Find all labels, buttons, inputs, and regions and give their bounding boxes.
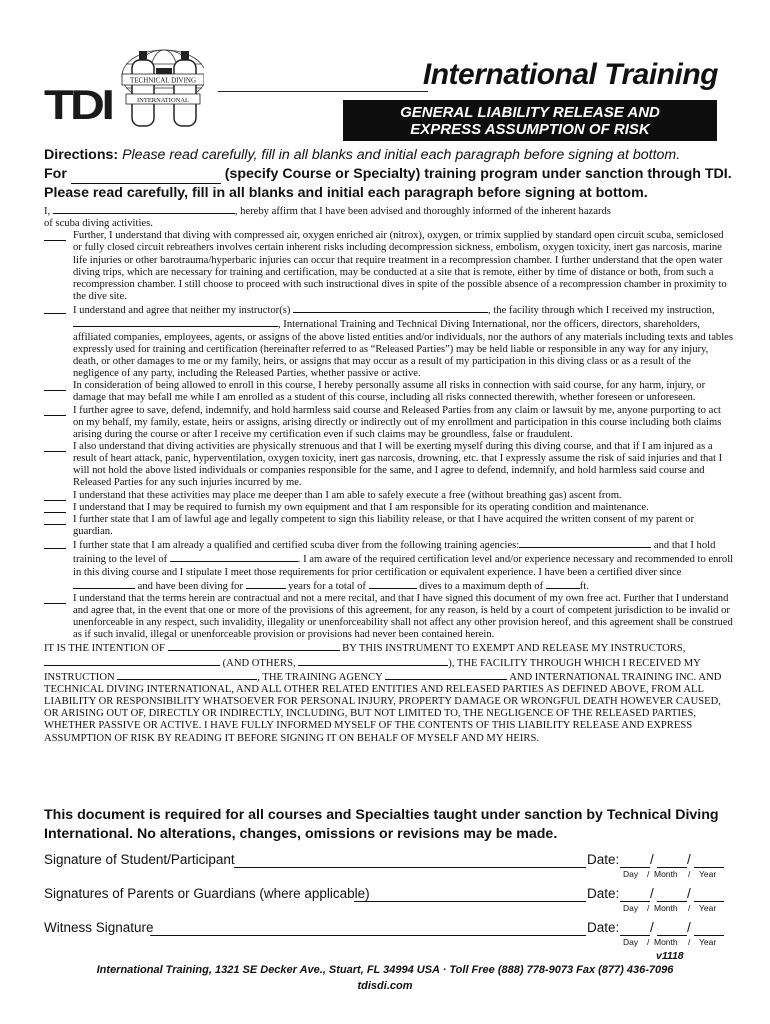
course-text: (specify Course or Specialty) training program under sanction through TDI.: [224, 166, 732, 182]
day-caption: Day: [623, 903, 639, 913]
paragraph-3: [44, 380, 734, 404]
initial-field-8[interactable]: [44, 514, 66, 525]
release-clause: [44, 641, 734, 744]
paragraph-2: [44, 303, 734, 380]
witness-signature-label: Witness Signature: [44, 920, 154, 935]
student-date-day-field[interactable]: [620, 867, 650, 868]
paragraph-9-text-a: I further state that I am already a qualified and certified scuba diver from the following training agencies:: [73, 540, 520, 552]
paragraph-9-text-f: years for a total of: [288, 580, 366, 592]
banner-line-1: GENERAL LIABILITY RELEASE AND: [400, 104, 660, 121]
banner-line-2: EXPRESS ASSUMPTION OF RISK: [410, 121, 650, 138]
paragraph-10-text: I understand that the terms herein are contractual and not a mere recital, and that I have signed this document of my own free act. Further that I understand and agree that, in the event that one or more of the provisions of this agreement, for any reason, is held by a court of competent jurisdiction to be invalid or unenforceable in any respect, such invalidity, illegality or unenforceability shall not affect any other provision hereof, and this agreement shall be construed as if such invalid, illegal or unenforceable provision or provisions had never been contained herein.: [73, 592, 733, 641]
release-body: [44, 204, 734, 745]
intro-i: I,: [44, 206, 51, 217]
initial-field-4[interactable]: [44, 405, 66, 416]
paragraph-10: [44, 593, 734, 642]
intention-name-field[interactable]: [168, 641, 340, 651]
initial-field-6[interactable]: [44, 490, 66, 501]
month-caption: Month: [654, 903, 678, 913]
student-signature-row: Signature of Student/Participant Date: / / Day / Month / Year: [44, 852, 734, 886]
release-clause-3: (AND OTHERS,: [222, 657, 296, 669]
student-signature-label: Signature of Student/Participant: [44, 852, 235, 867]
instruction-facility-field[interactable]: [117, 670, 257, 680]
paragraph-2-text-a: I understand and agree that neither my instructor(s): [73, 305, 291, 317]
month-caption: Month: [654, 937, 678, 947]
paragraph-8: [44, 514, 734, 538]
release-clause-1: IT IS THE INTENTION OF: [44, 643, 165, 655]
training-level-field[interactable]: [170, 552, 298, 562]
footer-address: International Training, 1321 SE Decker Ave., Stuart, FL 34994 USA · Toll Free (888) 778-9073 Fax (877) 436-7096: [96, 964, 674, 976]
paragraph-9-text-h: ft.: [579, 580, 589, 592]
course-line: [44, 165, 734, 184]
paragraph-7: [44, 502, 734, 514]
paragraph-3-text: In consideration of being allowed to enroll in this course, I hereby personally assume all risks in connection with said course, for any harm, injury, or damage that may befall me while I am enrolled as a student of this course, including all risks connected therewith, whether foreseen or unforeseen.: [73, 380, 706, 404]
initial-field-10[interactable]: [44, 593, 66, 604]
paragraph-9-text-e: and have been diving for: [137, 580, 243, 592]
release-clause-6: , THE TRAINING AGENCY: [257, 671, 383, 683]
others-field[interactable]: [298, 656, 448, 666]
year-caption: Year: [699, 903, 717, 913]
parent-date-year-field[interactable]: [694, 901, 724, 902]
witness-signature-field[interactable]: [150, 935, 586, 936]
course-name-field[interactable]: [71, 165, 221, 184]
paragraph-8-text: I further state that I am of lawful age and legally competent to sign this liability release, or that I have acquired the written consent of my parent or guardian.: [73, 513, 694, 538]
tdi-wordmark: TDI: [44, 81, 112, 128]
parent-signature-field[interactable]: [354, 901, 586, 902]
facility-field[interactable]: [73, 317, 278, 327]
parent-date-label: Date:: [587, 886, 620, 901]
directions-line: [44, 146, 734, 164]
release-clause-4: ), THE FACILITY THROUGH WHICH I RECEIVED MY: [448, 657, 701, 669]
release-clause-2: BY THIS INSTRUMENT TO EXEMPT AND RELEASE MY INSTRUCTORS,: [342, 643, 686, 655]
paragraph-5-text: I also understand that diving activities are physically strenuous and that I will be exerting myself during this diving course, and that if I am injured as a result of heart attack, panic, hyperventilation, oxygen toxicity, inert gas narcosis, drowning, etc. that I expressly assume the risk of said injuries and that I will not hold the above listed individuals or companies responsible for the same, and I agree to defend, indemnify, and hold harmless said course and Released Parties for any such injuries incurred by me.: [73, 440, 723, 489]
training-agency-field[interactable]: [385, 670, 507, 680]
initial-field-7[interactable]: [44, 502, 66, 513]
initial-field-5[interactable]: [44, 441, 66, 452]
initial-field-2[interactable]: [44, 303, 66, 314]
directions-label: Directions:: [44, 147, 119, 163]
initial-field-9[interactable]: [44, 538, 66, 549]
year-caption: Year: [699, 937, 717, 947]
paragraph-1-text: Further, I understand that diving with compressed air, oxygen enriched air (nitrox), oxygen, or trimix supplied by standard open circuit scuba, semiclosed or fully closed circuit rebreathers involves certain inherent risks including decompression sickness, embolism, oxygen toxicity, inert gas narcosis, marine life injuries or other barotrauma/hyperbaric injuries can occur that require treatment in a recompression chamber. I further understand that the open water diving trips, which are necessary for training and certification, may be conducted at a site that is remote, either by time of distance or both, from such a recompression chamber. I still choose to proceed with such instructional dives in spite of the possible absence of a recompression chamber in proximity to the dive site.: [73, 230, 727, 303]
version-label: v1118: [656, 950, 684, 962]
paragraph-7-text: I understand that I may be required to furnish my own equipment and that I am responsible for its operating condition and maintenance.: [73, 501, 649, 513]
paragraph-1: [44, 230, 734, 303]
max-depth-field[interactable]: [546, 579, 580, 589]
tank-right-icon: [174, 60, 196, 126]
instructor-field[interactable]: [293, 303, 488, 313]
sanction-notice: This document is required for all courses and Specialties taught under sanction by Technical Diving International. No alterations, changes, omissions or revisions may be made.: [44, 807, 719, 842]
intro-text-2: of scuba diving activities.: [44, 218, 153, 230]
parent-signature-label: Signatures of Parents or Guardians (where applicable): [44, 886, 370, 901]
student-date-label: Date:: [587, 852, 620, 867]
for-label: For: [44, 166, 67, 182]
paragraph-6: [44, 490, 734, 502]
parent-date-day-field[interactable]: [620, 901, 650, 902]
witness-date-year-field[interactable]: [694, 935, 724, 936]
initial-field-1[interactable]: [44, 230, 66, 241]
paragraph-4: [44, 405, 734, 441]
day-caption: Day: [623, 937, 639, 947]
initial-field-3[interactable]: [44, 380, 66, 391]
witness-signature-row: Witness Signature Date: / / Day / Month / Year: [44, 920, 734, 954]
witness-date-label: Date:: [587, 920, 620, 935]
tank-left-icon: [132, 60, 154, 126]
intro-text: , hereby affirm that I have been advised and thoroughly informed of the inherent hazards: [234, 206, 611, 217]
paragraph-9-text-g: dives to a maximum depth of: [419, 580, 544, 592]
intro-paragraph: [44, 204, 734, 230]
svg-text:TECHNICAL DIVING: TECHNICAL DIVING: [129, 76, 197, 85]
header-rule: [218, 91, 428, 92]
paragraph-9-text-d: . I am aware of the required certification level and/or experience necessary and recommended to enroll in this diving course and I stipulate I meet those requirements for prior certification or equivalent experience. I have been a certified diver since: [73, 554, 734, 578]
page-title: International Training: [422, 58, 718, 91]
student-signature-field[interactable]: [234, 867, 586, 868]
release-clause-5: INSTRUCTION: [44, 671, 115, 683]
training-agencies-field[interactable]: [519, 538, 651, 548]
student-date-month-field[interactable]: [657, 867, 687, 868]
paragraph-2-text-b: , the facility through which I received my: [488, 305, 664, 317]
document-title-banner: [343, 100, 717, 141]
parent-signature-row: Signatures of Parents or Guardians (where applicable) Date: / / Day / Month / Year: [44, 886, 734, 920]
paragraph-2-text-d: , International Training and Technical Diving International, nor the officers, directors, shareholders, affiliated companies, employees, agents, or assigns of the above listed entities and/or individuals, nor the authors of any materials including texts and tables expressly used for training and certification (hereinafter referred to as “Released Parties”) may be held liable or responsible in any way for any injury, death, or other damages to me or my family, heirs, or assigns that may occur as a result of my participation in this diving class or as a result of the negligence of any party, including the Released Parties, whether passive or active.: [73, 319, 733, 380]
release-clause-8: AND TECHNICAL DIVING INTERNATIONAL, AND ALL OTHER RELATED ENTITIES AND RELEASED PARTIES AS DEFINED ABOVE, FROM ALL LIABILITY OR RESPONSIBILITY WHATSOEVER FOR PERSONAL INJURY, PROPERTY DAMAGE OR WRONGFUL DEATH HOWEVER CAUSED, OR ARISING OUT OF, DIRECTLY OR INDIRECTLY, INCLUDING, BUT NOT LIMITED TO, THE NEGLIGENCE OF THE RELEASED PARTIES, WHETHER PASSIVE OR ACTIVE. I HAVE FULLY INFORMED MYSELF OF THE CONTENTS OF THIS LIABILITY RELEASE AND EXPRESS ASSUMPTION OF RISK BY READING IT BEFORE SIGNING IT ON BEHALF OF MYSELF AND MY HEIRS.: [44, 671, 722, 744]
certified-since-field[interactable]: [73, 579, 135, 589]
years-diving-field[interactable]: [246, 579, 286, 589]
participant-name-field[interactable]: [53, 204, 235, 214]
footer-website: tdisdi.com: [357, 980, 413, 992]
paragraph-9-text-b: and: [653, 540, 670, 552]
paragraph-4-text: I further agree to save, defend, indemnify, and hold harmless said course and Released Parties from any claim or lawsuit by me, anyone purporting to act on my behalf, my family, estate, heirs or assigns, arising directly or indirectly out of my enrollment and participation in this course including both claims arising during the course or after I receive my certification even if such claims may be groundless, false or fraudulent.: [73, 404, 722, 440]
paragraph-2-text-c: instruction,: [666, 305, 715, 317]
paragraph-5: [44, 441, 734, 490]
instructors-field[interactable]: [44, 656, 220, 666]
student-date-year-field[interactable]: [694, 867, 724, 868]
paragraph-9: [44, 538, 734, 593]
paragraph-9-text-c: that I hold training to the level of: [73, 540, 716, 566]
svg-text:INTERNATIONAL: INTERNATIONAL: [137, 96, 189, 104]
year-caption: Year: [699, 869, 717, 879]
witness-date-month-field[interactable]: [657, 935, 687, 936]
witness-date-day-field[interactable]: [620, 935, 650, 936]
total-dives-field[interactable]: [369, 579, 417, 589]
directions-repeat: Please read carefully, fill in all blanks and initial each paragraph before signing at bottom.: [44, 185, 648, 201]
paragraph-6-text: I understand that these activities may place me deeper than I am able to safely execute a free (without breathing gas) ascent from.: [73, 489, 622, 501]
day-caption: Day: [623, 869, 639, 879]
directions-text: Please read carefully, fill in all blanks and initial each paragraph before signing at bottom.: [122, 147, 681, 163]
month-caption: Month: [654, 869, 678, 879]
footer: [0, 962, 770, 994]
release-clause-7: AND INTERNATIONAL TRAINING INC.: [509, 671, 697, 683]
parent-date-month-field[interactable]: [657, 901, 687, 902]
